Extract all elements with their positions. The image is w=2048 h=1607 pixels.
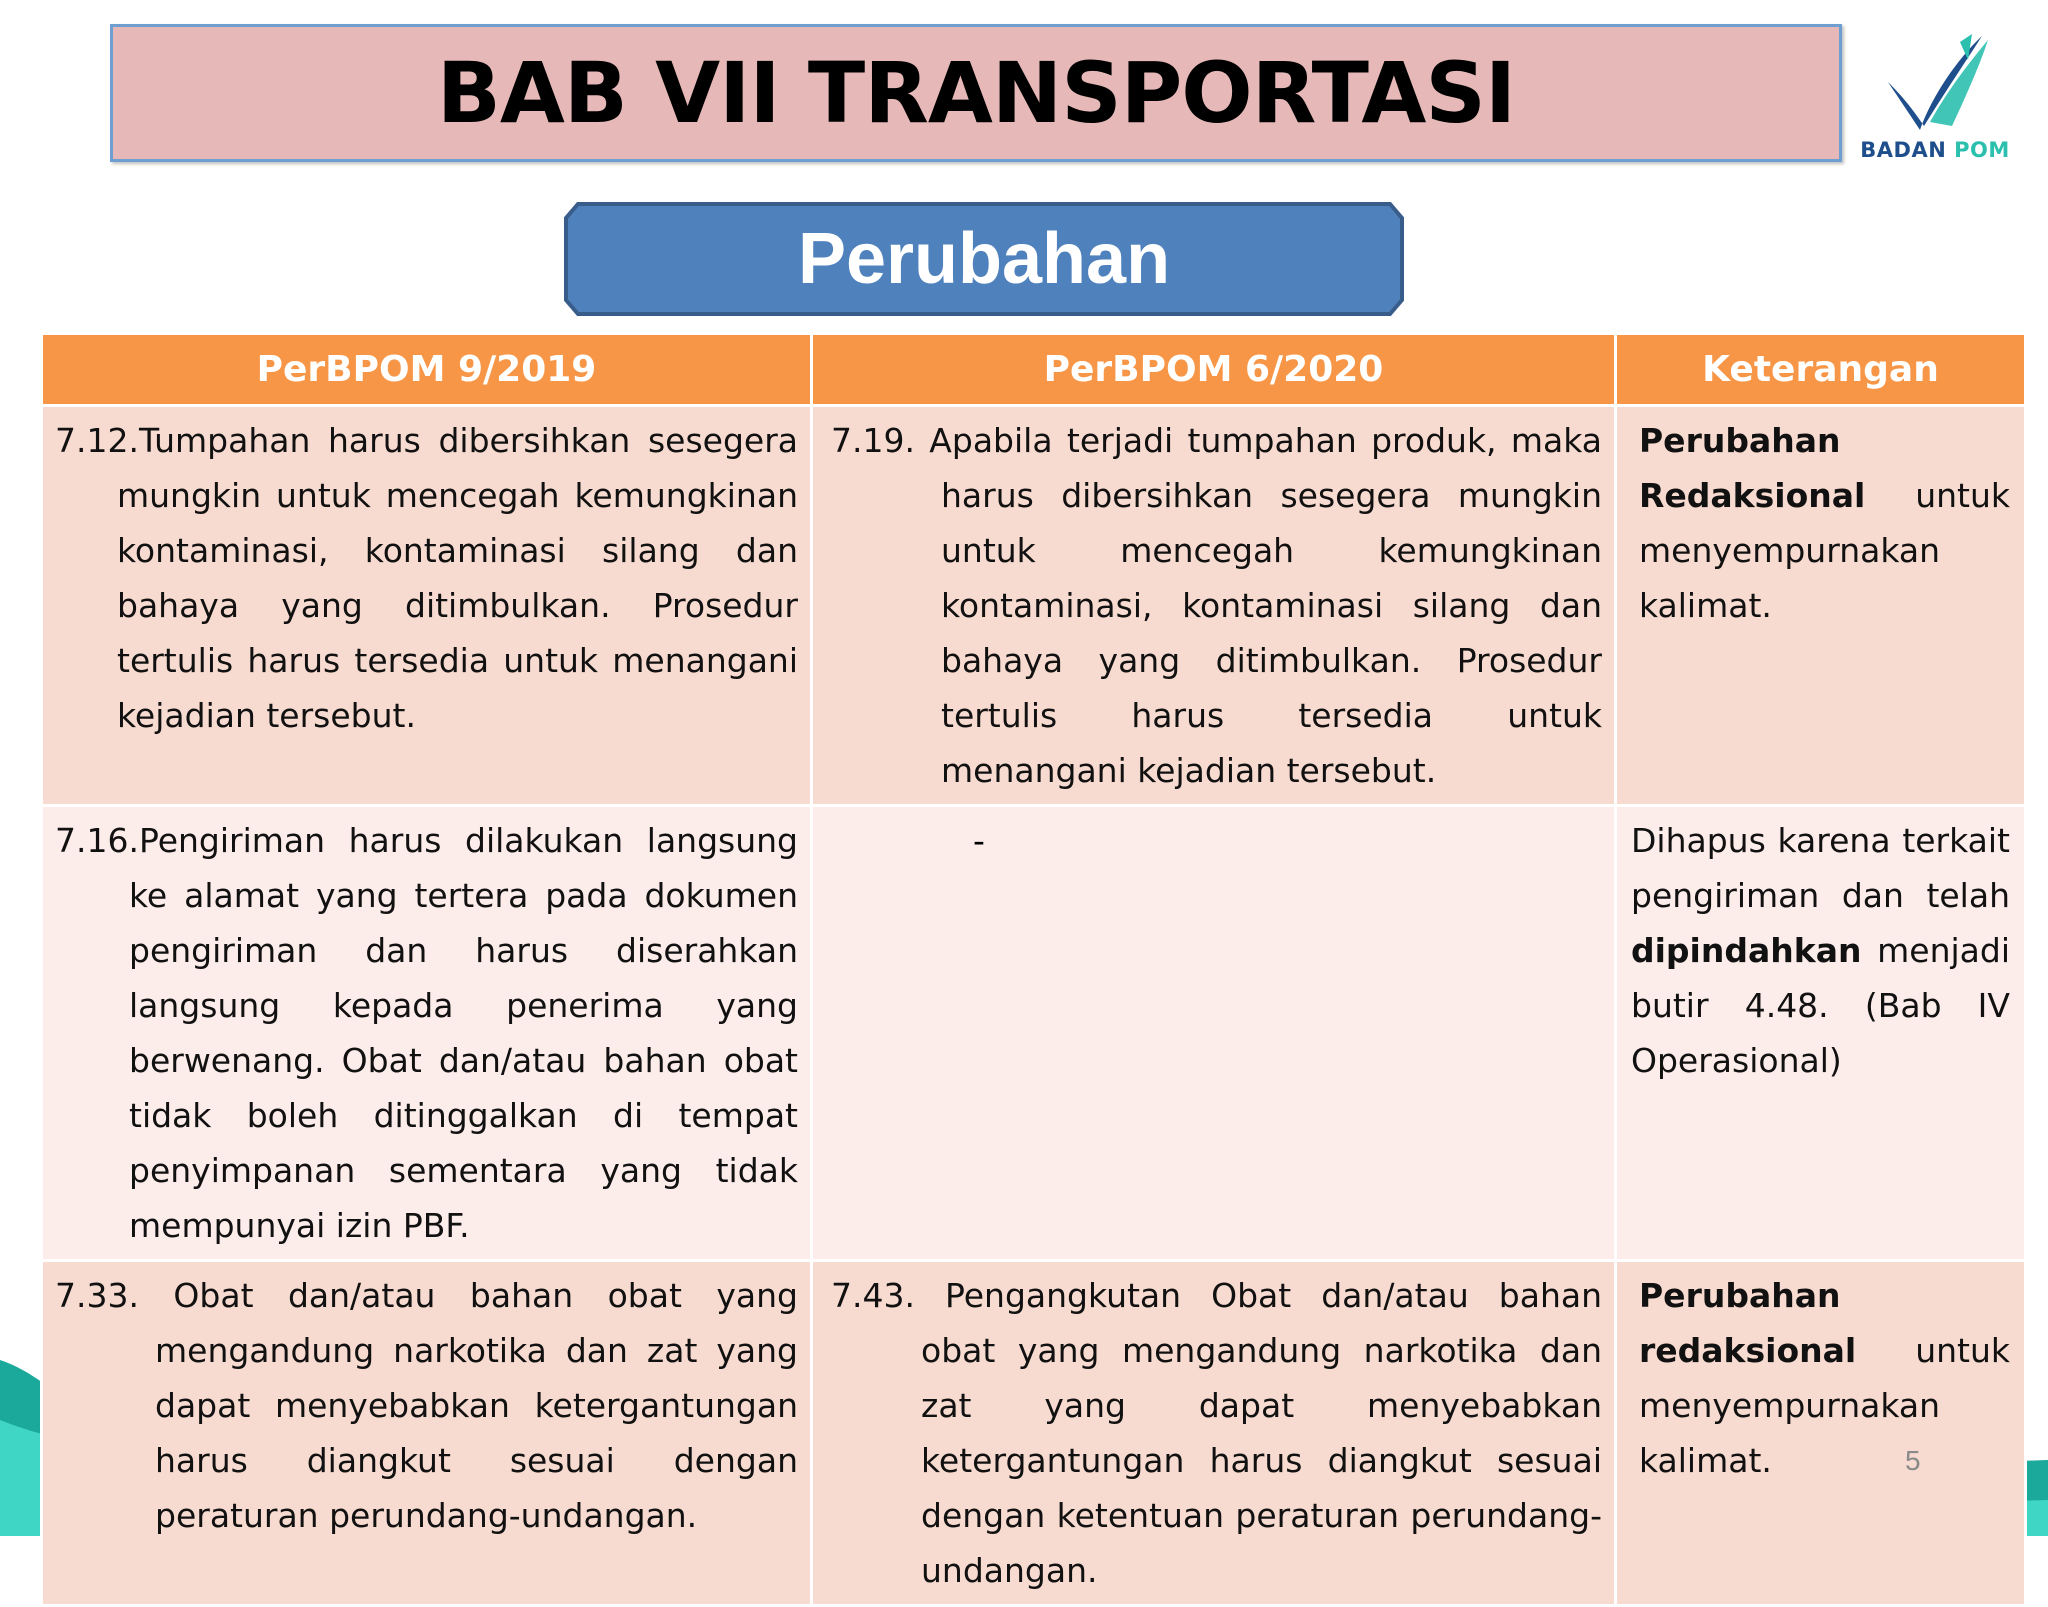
cell-note [1616,1261,2026,1606]
note-text: Dihapus karena terkait pengiriman dan telah [1631,821,2010,915]
table-row [42,806,2026,1261]
header-note: Keterangan [1616,334,2026,406]
cell-old-regulation [42,806,812,1261]
header-new-regulation: PerBPOM 6/2020 [812,334,1616,406]
note-text: untuk menyempurnakan kalimat. [1639,1331,2010,1480]
page-title: BAB VII TRANSPORTASI [436,44,1516,142]
old-regulation-text: 7.16.Pengiriman harus dilakukan langsung ke alamat yang tertera pada dokumen pengiriman dan harus diserahkan langsung kepada penerima yang berwenang. Obat dan/atau bahan obat tidak boleh ditinggalkan di tempat penyimpanan sementara yang tidak mempunyai izin PBF. [55,821,798,1245]
table-row [42,406,2026,806]
subtitle-banner [564,202,1404,316]
table-row [42,1261,2026,1606]
title-banner [110,24,1842,162]
note-bold-text: Perubahan Redaksional [1639,421,1866,515]
table-header-row [42,334,2026,406]
old-regulation-text: 7.12.Tumpahan harus dibersihkan sesegera mungkin untuk mencegah kemungkinan kontaminasi, kontaminasi silang dan bahaya yang ditimbulkan. Prosedur tertulis harus tersedia untuk menangani kejadian tersebut. [55,421,798,735]
note-bold-text: dipindahkan [1631,931,1862,970]
note-text: menjadi butir 4.48. (Bab IV Operasional) [1631,931,2010,1080]
note-bold-text: Perubahan redaksional [1639,1276,1857,1370]
logo-word-badan: BADAN [1860,138,1947,162]
header-old-regulation: PerBPOM 9/2019 [42,334,812,406]
cell-old-regulation [42,406,812,806]
new-regulation-text: - [973,821,985,860]
cell-old-regulation [42,1261,812,1606]
logo-wordmark [1860,138,2010,162]
logo-word-pom: POM [1954,138,2010,162]
cell-note [1616,806,2026,1261]
cell-new-regulation [812,806,1616,1261]
note-text: untuk menyempurnakan kalimat. [1639,476,2010,625]
cell-new-regulation [812,1261,1616,1606]
subtitle-text: Perubahan [797,219,1171,299]
new-regulation-text: 7.43. Pengangkutan Obat dan/atau bahan obat yang mengandung narkotika dan zat yang dapat menyebabkan ketergantungan harus diangkut sesuai dengan ketentuan peraturan perundang-undangan. [831,1276,1602,1590]
badan-pom-logo [1860,30,2010,170]
checkmark-logo-icon [1860,30,2010,140]
old-regulation-text: 7.33. Obat dan/atau bahan obat yang mengandung narkotika dan zat yang dapat menyebabkan ketergantungan harus diangkut sesuai dengan peraturan perundang-undangan. [55,1276,798,1535]
comparison-table [40,332,2027,1607]
page-number: 5 [1905,1445,1921,1476]
new-regulation-text: 7.19. Apabila terjadi tumpahan produk, maka harus dibersihkan sesegera mungkin untuk mencegah kemungkinan kontaminasi, kontaminasi silang dan bahaya yang ditimbulkan. Prosedur tertulis harus tersedia untuk menangani kejadian tersebut. [831,421,1602,790]
cell-note [1616,406,2026,806]
cell-new-regulation [812,406,1616,806]
